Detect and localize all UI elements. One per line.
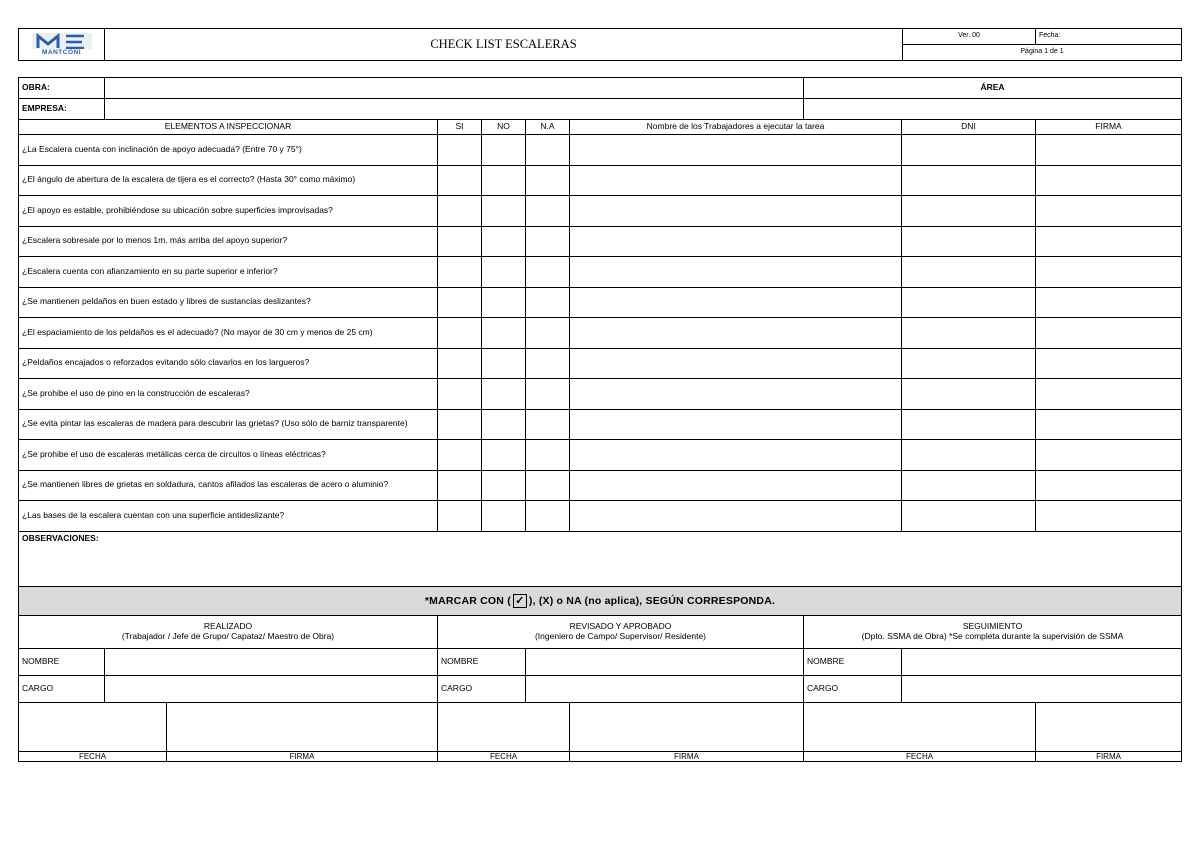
na-cell[interactable] [526,135,570,166]
revisado-header [438,615,804,648]
worker-name-cell[interactable] [570,440,902,471]
no-cell[interactable] [482,135,526,166]
si-cell[interactable] [438,379,482,410]
dni-cell[interactable] [902,318,1036,349]
na-cell[interactable] [526,501,570,532]
question-text: ¿Se prohibe el uso de escaleras metálicas cerca de circuitos o líneas eléctricas? [19,440,438,471]
si-cell[interactable] [438,287,482,318]
realizado-title: REALIZADO [203,620,253,631]
question-row [19,409,1182,440]
no-cell[interactable] [482,379,526,410]
no-cell[interactable] [482,470,526,501]
seguimiento-fecha-box[interactable] [804,702,1036,751]
worker-name-cell[interactable] [570,318,902,349]
realizado-firma-box[interactable] [167,702,438,751]
checklist-table [18,77,1182,762]
no-cell[interactable] [482,257,526,288]
form-title: CHECK LIST ESCALERAS [105,29,903,61]
obra-label: OBRA: [19,78,105,99]
no-cell[interactable] [482,196,526,227]
col-trabajadores: Nombre de los Trabajadores a ejecutar la tarea [570,120,902,135]
firma-cell[interactable] [1036,226,1182,257]
seguimiento-firma-label: FIRMA [1036,751,1182,761]
dni-cell[interactable] [902,348,1036,379]
question-text: ¿Se prohibe el uso de pino en la construcción de escaleras? [19,379,438,410]
fecha-field[interactable]: Fecha: [1036,29,1182,45]
worker-name-cell[interactable] [570,257,902,288]
si-cell[interactable] [438,409,482,440]
worker-name-cell[interactable] [570,409,902,440]
no-cell[interactable] [482,501,526,532]
col-no: NO [482,120,526,135]
si-cell[interactable] [438,501,482,532]
question-text: ¿Escalera sobresale por lo menos 1m. más arriba del apoyo superior? [19,226,438,257]
question-text: ¿El apoyo es estable, prohibiéndose su ubicación sobre superficies improvisadas? [19,196,438,227]
firma-cell[interactable] [1036,379,1182,410]
realizado-cargo-label: CARGO [19,675,105,702]
question-row [19,257,1182,288]
firma-cell[interactable] [1036,409,1182,440]
dni-cell[interactable] [902,226,1036,257]
si-cell[interactable] [438,257,482,288]
dni-cell[interactable] [902,409,1036,440]
question-text: ¿La Escalera cuenta con inclinación de apoyo adecuada? (Entre 70 y 75°) [19,135,438,166]
na-cell[interactable] [526,287,570,318]
dni-cell[interactable] [902,470,1036,501]
firma-cell[interactable] [1036,348,1182,379]
dni-cell[interactable] [902,440,1036,471]
revisado-nombre-input[interactable] [526,648,804,675]
col-na: N.A [526,120,570,135]
logo-mark-icon [32,33,92,49]
question-text: ¿Se mantienen libres de grietas en soldadura, cantos afilados las escaleras de acero o aluminio? [19,470,438,501]
realizado-subtitle: (Trabajador / Jefe de Grupo/ Capataz/ Maestro de Obra) [121,630,335,641]
revisado-firma-box[interactable] [570,702,804,751]
worker-name-cell[interactable] [570,165,902,196]
logo-cell [19,29,105,61]
area-input[interactable] [804,99,1182,120]
na-cell[interactable] [526,165,570,196]
question-row [19,287,1182,318]
revisado-firma-label: FIRMA [570,751,804,761]
realizado-fecha-box[interactable] [19,702,167,751]
si-cell[interactable] [438,196,482,227]
col-firma: FIRMA [1036,120,1182,135]
firma-cell[interactable] [1036,287,1182,318]
revisado-fecha-label: FECHA [438,751,570,761]
firma-cell[interactable] [1036,196,1182,227]
na-cell[interactable] [526,318,570,349]
col-dni: DNI [902,120,1036,135]
firma-cell[interactable] [1036,257,1182,288]
firma-cell[interactable] [1036,318,1182,349]
question-text: ¿Peldaños encajados o reforzados evitando sólo clavarlos en los largueros? [19,348,438,379]
question-row [19,470,1182,501]
dni-cell[interactable] [902,501,1036,532]
si-cell[interactable] [438,226,482,257]
realizado-firma-label: FIRMA [167,751,438,761]
seguimiento-firma-box[interactable] [1036,702,1182,751]
firma-cell[interactable] [1036,440,1182,471]
dni-cell[interactable] [902,257,1036,288]
question-row [19,226,1182,257]
page-number: Página 1 de 1 [903,45,1182,61]
seguimiento-fecha-label: FECHA [804,751,1036,761]
revisado-subtitle: (Ingeniero de Campo/ Supervisor/ Residente) [534,630,707,641]
no-cell[interactable] [482,287,526,318]
question-row [19,440,1182,471]
question-row [19,165,1182,196]
seguimiento-cargo-label: CARGO [804,675,902,702]
no-cell[interactable] [482,440,526,471]
col-si: SI [438,120,482,135]
seguimiento-nombre-label: NOMBRE [804,648,902,675]
worker-name-cell[interactable] [570,287,902,318]
col-elementos: ELEMENTOS A INSPECCIONAR [19,120,438,135]
question-text: ¿Escalera cuenta con afianzamiento en su parte superior e inferior? [19,257,438,288]
realizado-fecha-label: FECHA [19,751,167,761]
question-row [19,501,1182,532]
question-row [19,135,1182,166]
si-cell[interactable] [438,348,482,379]
marcar-text-after: ), (X) o NA (no aplica), SEGÚN CORRESPONDA. [528,594,776,607]
area-label: ÁREA [804,78,1182,99]
observaciones-label: OBSERVACIONES: [22,532,99,543]
question-text: ¿El ángulo de abertura de la escalera de tijera es el correcto? (Hasta 30° como máximo) [19,165,438,196]
na-cell[interactable] [526,409,570,440]
revisado-nombre-label: NOMBRE [438,648,526,675]
si-cell[interactable] [438,135,482,166]
empresa-label: EMPRESA: [19,99,105,120]
no-cell[interactable] [482,348,526,379]
question-row [19,318,1182,349]
marcar-text-before: *MARCAR CON ( [424,594,511,607]
firma-cell[interactable] [1036,135,1182,166]
na-cell[interactable] [526,226,570,257]
realizado-nombre-label: NOMBRE [19,648,105,675]
version-label: Ver. 00 [903,29,1036,45]
realizado-cargo-input[interactable] [105,675,438,702]
si-cell[interactable] [438,318,482,349]
logo-text: MANTCONI [41,48,82,56]
question-text: ¿Las bases de la escalera cuentan con una superficie antideslizante? [19,501,438,532]
revisado-fecha-box[interactable] [438,702,570,751]
worker-name-cell[interactable] [570,135,902,166]
dni-cell[interactable] [902,165,1036,196]
seguimiento-cargo-input[interactable] [902,675,1182,702]
no-cell[interactable] [482,318,526,349]
no-cell[interactable] [482,409,526,440]
worker-name-cell[interactable] [570,348,902,379]
question-text: ¿El espaciamiento de los peldaños es el adecuado? (No mayor de 30 cm y menos de 25 cm) [19,318,438,349]
realizado-header [19,615,438,648]
si-cell[interactable] [438,470,482,501]
dni-cell[interactable] [902,379,1036,410]
question-row [19,348,1182,379]
no-cell[interactable] [482,165,526,196]
worker-name-cell[interactable] [570,379,902,410]
seguimiento-header [804,615,1182,648]
company-logo [22,32,102,58]
worker-name-cell[interactable] [570,470,902,501]
question-row [19,379,1182,410]
worker-name-cell[interactable] [570,501,902,532]
checkmark-icon: ✓ [513,594,527,608]
question-row [19,196,1182,227]
firma-cell[interactable] [1036,501,1182,532]
form-header [18,28,1182,61]
na-cell[interactable] [526,440,570,471]
na-cell[interactable] [526,196,570,227]
no-cell[interactable] [482,226,526,257]
na-cell[interactable] [526,470,570,501]
seguimiento-nombre-input[interactable] [902,648,1182,675]
na-cell[interactable] [526,257,570,288]
realizado-nombre-input[interactable] [105,648,438,675]
worker-name-cell[interactable] [570,226,902,257]
obra-input[interactable] [105,78,804,99]
observaciones-field[interactable] [19,531,1182,586]
firma-cell[interactable] [1036,470,1182,501]
seguimiento-title: SEGUIMIENTO [962,620,1023,631]
worker-name-cell[interactable] [570,196,902,227]
dni-cell[interactable] [902,135,1036,166]
si-cell[interactable] [438,165,482,196]
question-text: ¿Se evita pintar las escaleras de madera para descubrir las grietas? (Uso sólo de barniz transparente) [19,409,438,440]
si-cell[interactable] [438,440,482,471]
revisado-title: REVISADO Y APROBADO [569,620,672,631]
firma-cell[interactable] [1036,165,1182,196]
revisado-cargo-input[interactable] [526,675,804,702]
dni-cell[interactable] [902,287,1036,318]
na-cell[interactable] [526,379,570,410]
empresa-input[interactable] [105,99,804,120]
seguimiento-subtitle: (Dpto. SSMA de Obra) *Se completa durante la supervisión de SSMA [861,630,1124,641]
marking-instructions [19,586,1182,615]
dni-cell[interactable] [902,196,1036,227]
na-cell[interactable] [526,348,570,379]
question-text: ¿Se mantienen peldaños en buen estado y libres de sustancias deslizantes? [19,287,438,318]
revisado-cargo-label: CARGO [438,675,526,702]
